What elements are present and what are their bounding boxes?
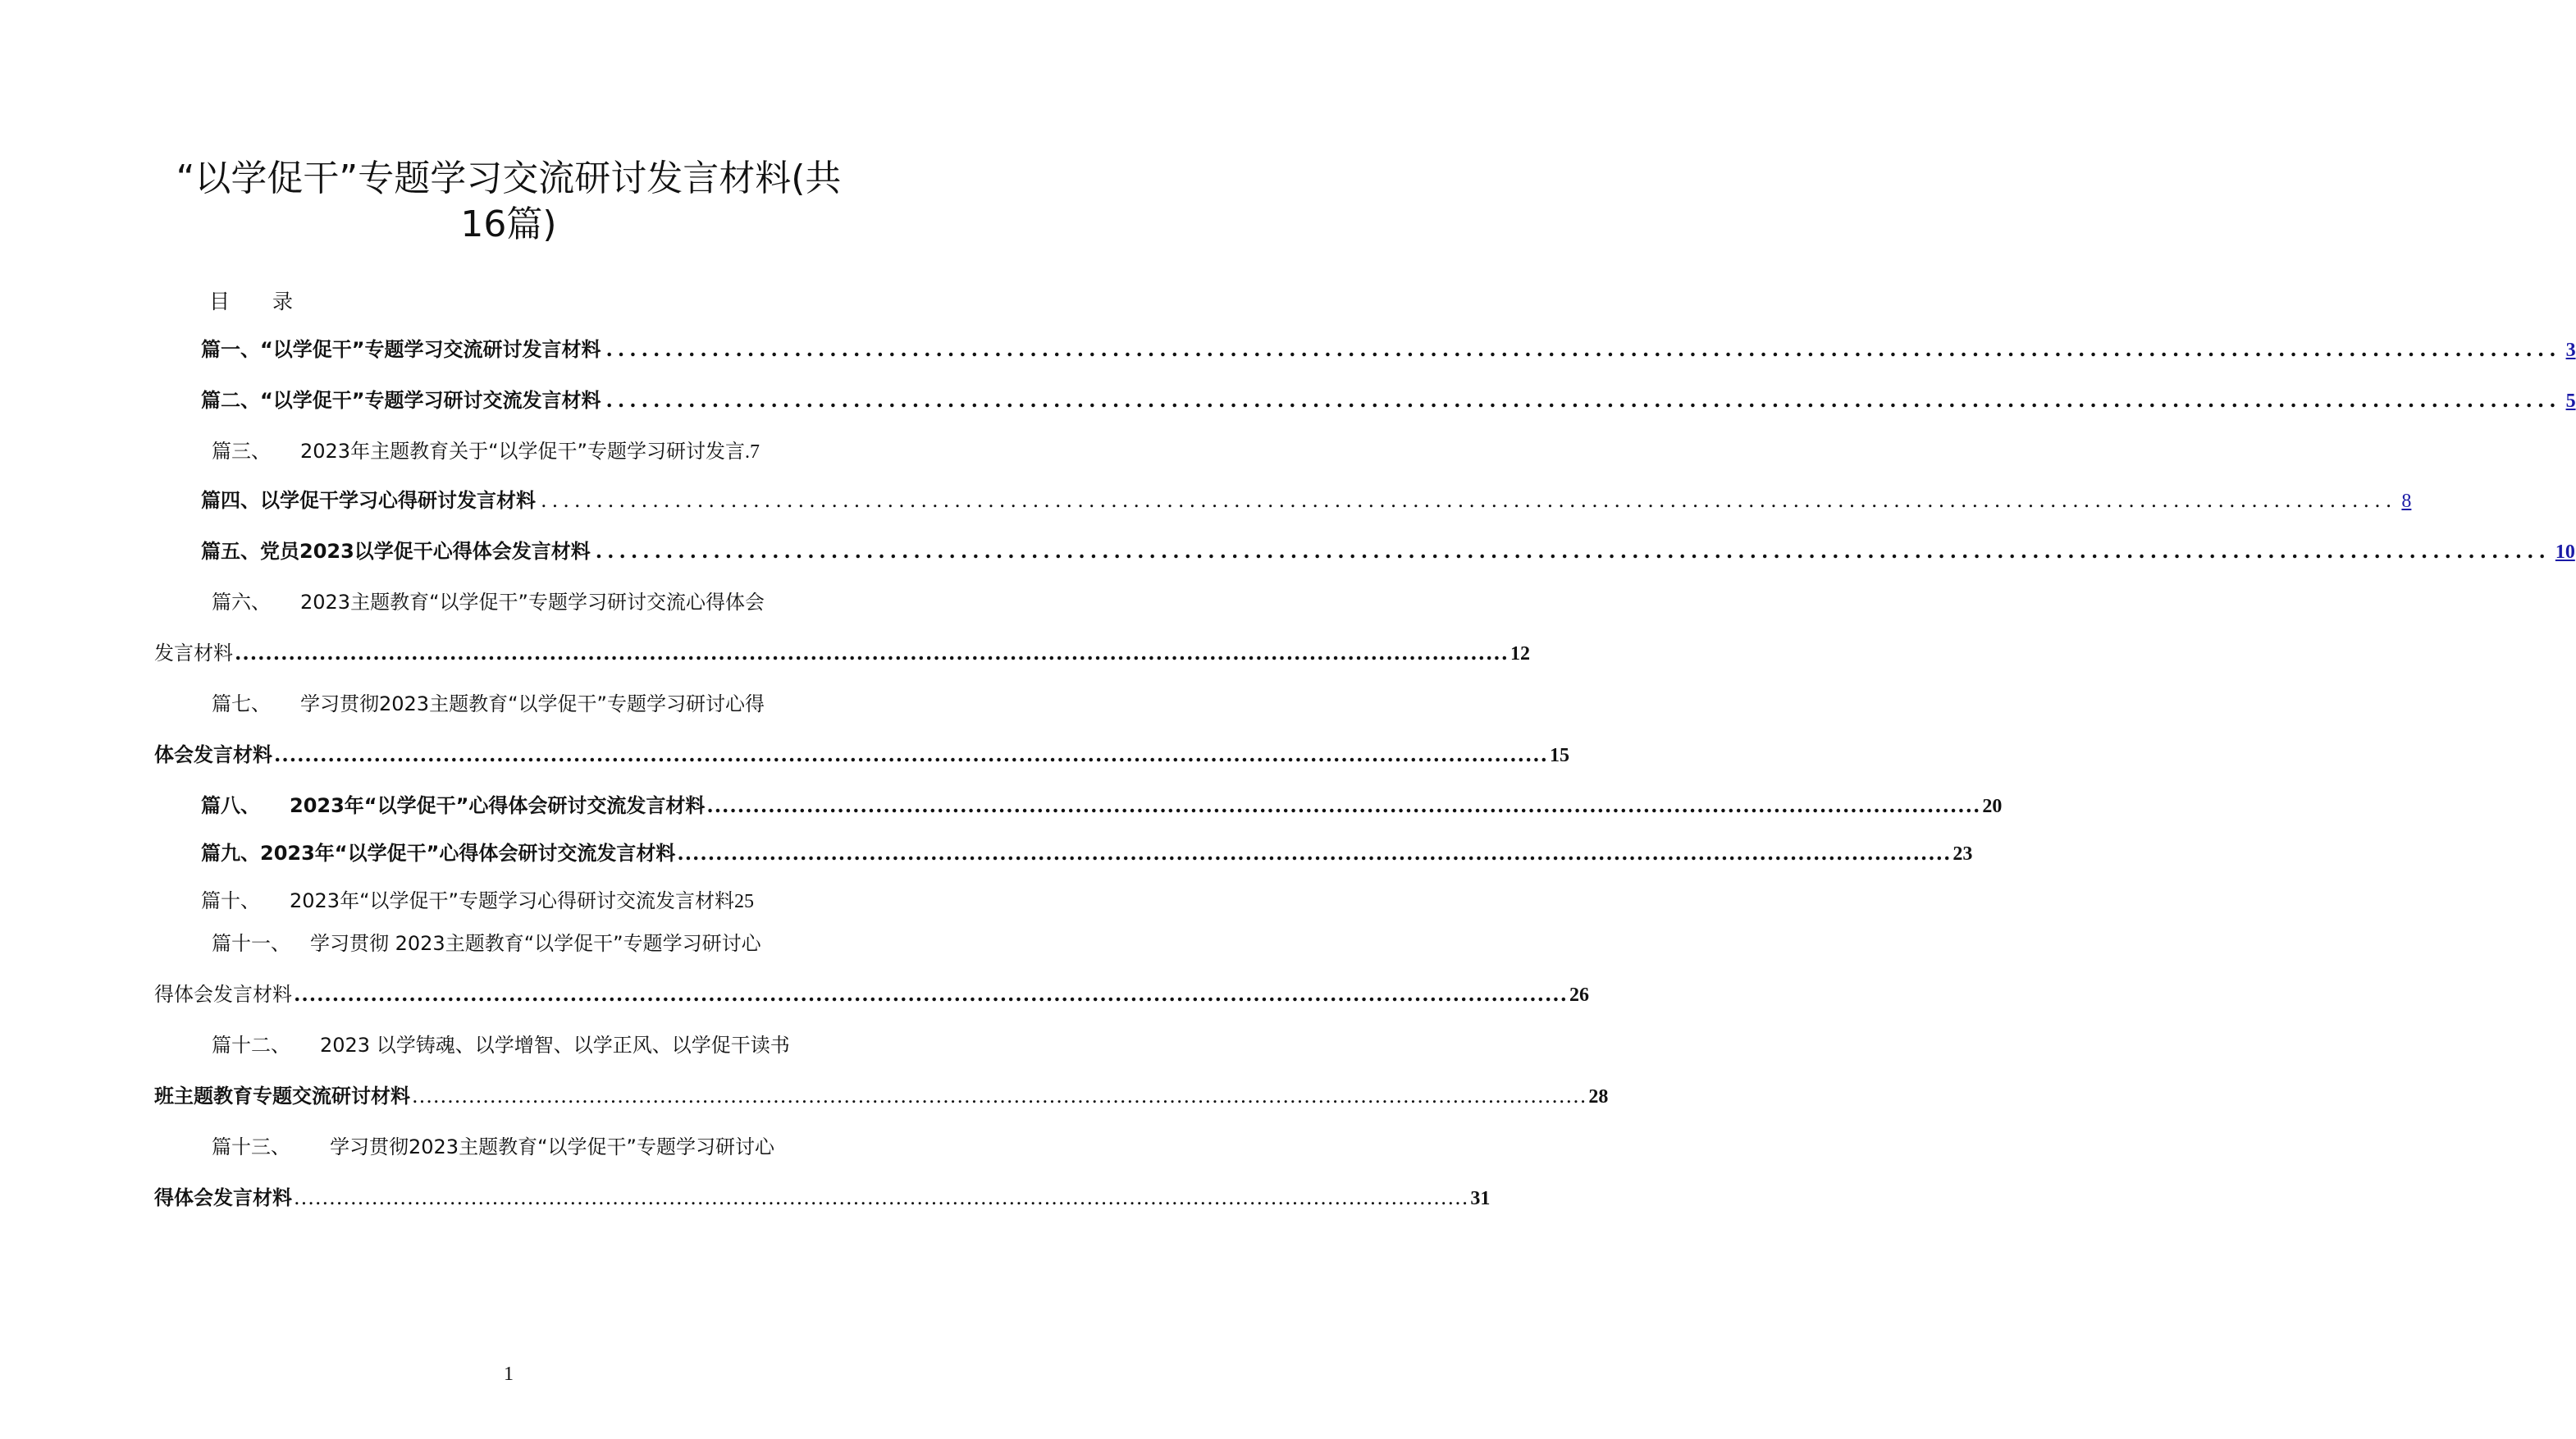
toc-leader-dots: ...................................................................................................................................................................... xyxy=(595,539,2551,563)
toc-page-number[interactable]: .7 xyxy=(744,441,760,463)
toc-entry-6[interactable] xyxy=(212,586,860,619)
toc-entry-text: 学习贯彻2023主题教育“以学促干”专题学习研讨心得 xyxy=(300,692,765,715)
toc-page-link[interactable]: 3 xyxy=(2565,340,2576,361)
toc-leader-dots: ...................................................................................................................................................................... xyxy=(605,388,2561,412)
toc-leader-dots: ...................................................................................................................................................................... xyxy=(235,641,1510,665)
toc-leader-dots: ...................................................................................................................................................................... xyxy=(605,337,2561,361)
toc-entry-prefix: 篇三、 xyxy=(212,440,271,463)
toc-entry-prefix: 篇六、 xyxy=(212,591,271,614)
toc-entry-prefix: 篇五、 xyxy=(201,540,260,563)
toc-leader-dots: ...................................................................................................................................................................... xyxy=(706,793,1981,817)
toc-page-number[interactable]: 23 xyxy=(1953,843,1973,865)
toc-entry-prefix: 篇十一、 xyxy=(212,932,290,955)
toc-entry-12[interactable] xyxy=(212,1029,860,1062)
toc-leader-dots: ...................................................................................................................................................................... xyxy=(294,1186,1469,1209)
toc-entry-text: 党员2023以学促干心得体会发言材料 xyxy=(260,540,591,563)
toc-page-link[interactable]: 5 xyxy=(2565,391,2576,412)
toc-entry-prefix: 篇十、 xyxy=(201,889,260,912)
toc-entry-text-continued: 得体会发言材料 xyxy=(154,1186,292,1209)
toc-entry-13-continued[interactable] xyxy=(154,1181,1491,1214)
toc-entry-text: 学习贯彻 2023主题教育“以学促干”专题学习研讨心 xyxy=(310,932,761,955)
toc-page-number[interactable]: 31 xyxy=(1470,1188,1491,1209)
toc-entry-text: 以学促干学习心得研讨发言材料 xyxy=(260,489,536,512)
page-number: 1 xyxy=(504,1364,514,1385)
toc-page-number[interactable]: 26 xyxy=(1569,984,1590,1006)
document-title-line-1: “以学促干”专题学习交流研讨发言材料(共 xyxy=(176,158,842,199)
toc-page-number[interactable]: 28 xyxy=(1588,1086,1609,1108)
toc-entry-7[interactable] xyxy=(212,688,860,720)
toc-entry-prefix: 篇四、 xyxy=(201,489,260,512)
toc-entry-8[interactable] xyxy=(201,789,2003,822)
toc-page-number[interactable]: 25 xyxy=(733,891,754,912)
toc-entry-3[interactable] xyxy=(212,435,860,468)
toc-leader-dots: ...................................................................................................................................................................... xyxy=(412,1085,1587,1108)
toc-entry-text: 2023年“以学促干”专题学习心得研讨交流发言材料 xyxy=(290,889,734,912)
document-title-line-2: 16篇) xyxy=(460,203,557,245)
toc-entry-text-continued: 发言材料 xyxy=(154,642,233,665)
toc-entry-9[interactable] xyxy=(201,837,1973,870)
toc-entry-text-continued: 得体会发言材料 xyxy=(154,983,292,1006)
toc-entry-12-continued[interactable] xyxy=(154,1080,1609,1112)
toc-leader-dots: ...................................................................................................................................................................... xyxy=(541,489,2397,512)
toc-entry-1[interactable] xyxy=(201,333,2576,366)
toc-entry-prefix: 篇十二、 xyxy=(212,1034,290,1057)
toc-entry-7-continued[interactable] xyxy=(154,738,1570,771)
toc-entry-text-continued: 班主题教育专题交流研讨材料 xyxy=(154,1085,410,1108)
toc-page-number[interactable]: 12 xyxy=(1510,643,1531,665)
toc-page-link[interactable]: 8 xyxy=(2401,491,2412,512)
toc-entry-prefix: 篇十三、 xyxy=(212,1135,290,1158)
toc-entry-prefix: 篇二、 xyxy=(201,389,260,412)
toc-entry-text: 2023年“以学促干”心得体会研讨交流发言材料 xyxy=(290,794,706,817)
toc-entry-6-continued[interactable] xyxy=(154,637,1531,669)
toc-page-link[interactable]: 10 xyxy=(2555,541,2575,563)
toc-entry-prefix: 篇九、 xyxy=(201,842,260,865)
toc-entry-10[interactable] xyxy=(201,884,861,917)
toc-entry-text: 2023年主题教育关于“以学促干”专题学习研讨发言 xyxy=(300,440,745,463)
toc-leader-dots: ...................................................................................................................................................................... xyxy=(677,841,1952,865)
toc-entry-text: 2023主题教育“以学促干”专题学习研讨交流心得体会 xyxy=(300,591,765,614)
toc-entry-text: “以学促干”专题学习交流研讨发言材料 xyxy=(260,338,601,361)
toc-entry-11[interactable] xyxy=(212,927,860,960)
toc-page-number[interactable]: 15 xyxy=(1550,745,1570,766)
toc-entry-2[interactable] xyxy=(201,384,2576,417)
toc-page-number[interactable]: 20 xyxy=(1982,796,2003,817)
toc-entry-prefix: 篇八、 xyxy=(201,794,260,817)
toc-entry-5[interactable] xyxy=(201,535,2575,568)
toc-leader-dots: ...................................................................................................................................................................... xyxy=(294,982,1569,1006)
toc-entry-text: 学习贯彻2023主题教育“以学促干”专题学习研讨心 xyxy=(330,1135,774,1158)
toc-entry-prefix: 篇七、 xyxy=(212,692,271,715)
toc-entry-prefix: 篇一、 xyxy=(201,338,260,361)
toc-entry-text: 2023 以学铸魂、以学增智、以学正风、以学促干读书 xyxy=(320,1034,790,1057)
toc-entry-11-continued[interactable] xyxy=(154,978,1590,1011)
toc-entry-text-continued: 体会发言材料 xyxy=(154,743,272,766)
toc-leader-dots: ...................................................................................................................................................................... xyxy=(274,742,1549,766)
toc-heading: 目 录 xyxy=(209,290,311,313)
toc-entry-text: “以学促干”专题学习研讨交流发言材料 xyxy=(260,389,601,412)
toc-entry-text: 2023年“以学促干”心得体会研讨交流发言材料 xyxy=(260,842,676,865)
toc-entry-13[interactable] xyxy=(212,1131,860,1163)
toc-entry-4[interactable] xyxy=(201,484,2412,517)
